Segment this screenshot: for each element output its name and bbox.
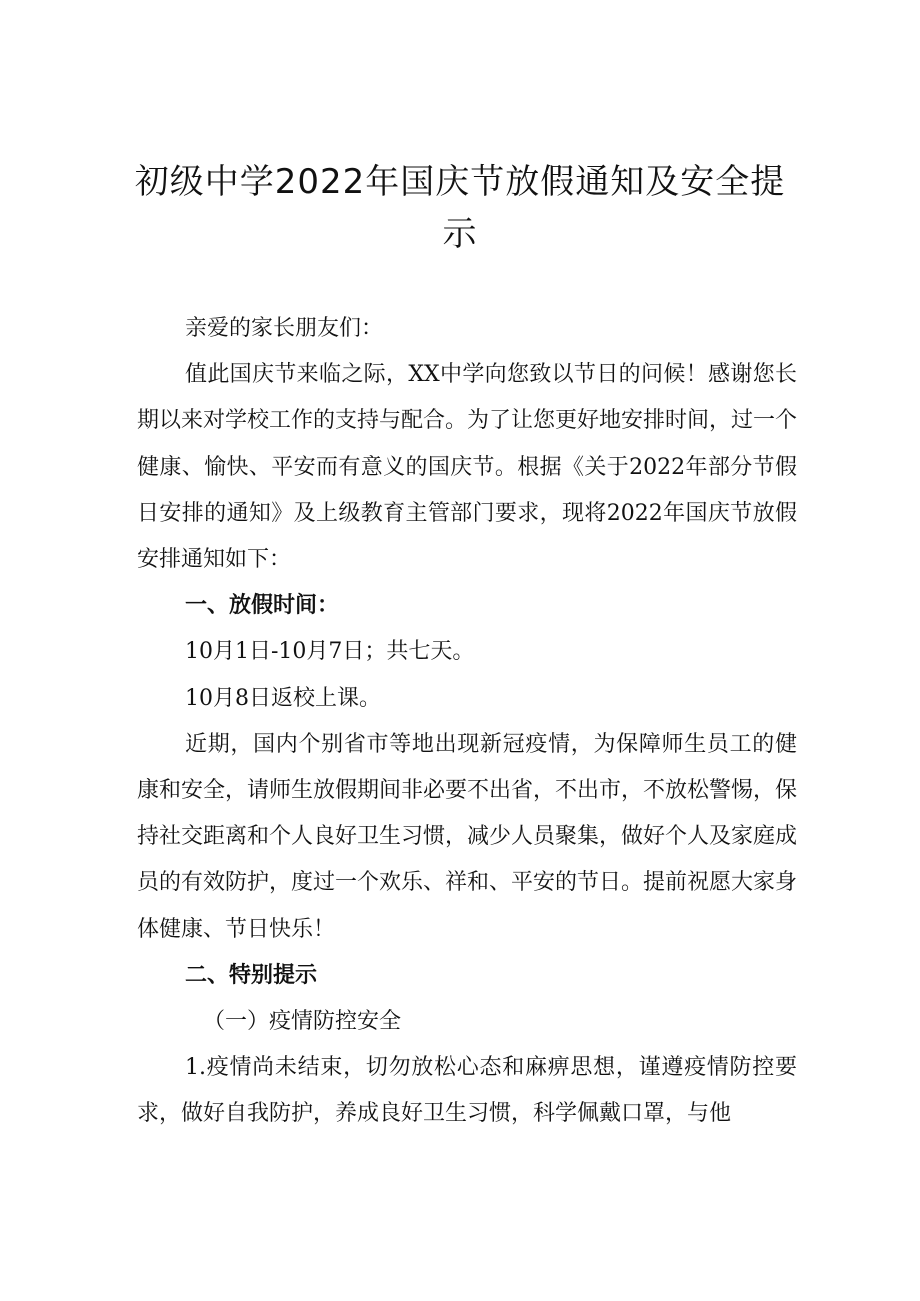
holiday-dates: 10月1日-10月7日；共七天。 <box>185 639 475 665</box>
salutation: 亲爱的家长朋友们： <box>185 316 384 341</box>
document-title: 初级中学2022年国庆节放假通知及安全提示 <box>134 162 786 254</box>
tip-item-1: 1.疫情尚未结束，切勿放松心态和麻痹思想，谨遵疫情防控要求，做好自我防护，养成良好卫生习惯，科学佩戴口罩，与他 <box>137 1055 797 1127</box>
section-heading-holiday-time: 一、放假时间： <box>185 593 340 619</box>
epidemic-notice-paragraph: 近期，国内个别省市等地出现新冠疫情，为保障师生员工的健康和安全，请师生放假期间非必要不出省，不出市，不放松警惕，保持社交距离和个人良好卫生习惯，减少人员聚集，做好个人及家庭成员的有效防护，度过一个欢乐、祥和、平安的节日。提前祝愿大家身体健康、节日快乐！ <box>137 731 798 942</box>
subheading-epidemic-safety: （一）疫情防控安全 <box>203 1009 402 1035</box>
section-heading-special-tips: 二、特别提示 <box>185 962 318 988</box>
intro-paragraph: 值此国庆节来临之际，XX中学向您致以节日的问候！感谢您长期以来对学校工作的支持与配合。为了让您更好地安排时间，过一个健康、愉快、平安而有意义的国庆节。根据《关于2022年部分节假日安排的通知》及上级教育主管部门要求，现将2022年国庆节放假安排通知如下： <box>137 362 798 573</box>
document-body <box>137 306 797 1138</box>
return-date: 10月8日返校上课。 <box>185 685 381 711</box>
